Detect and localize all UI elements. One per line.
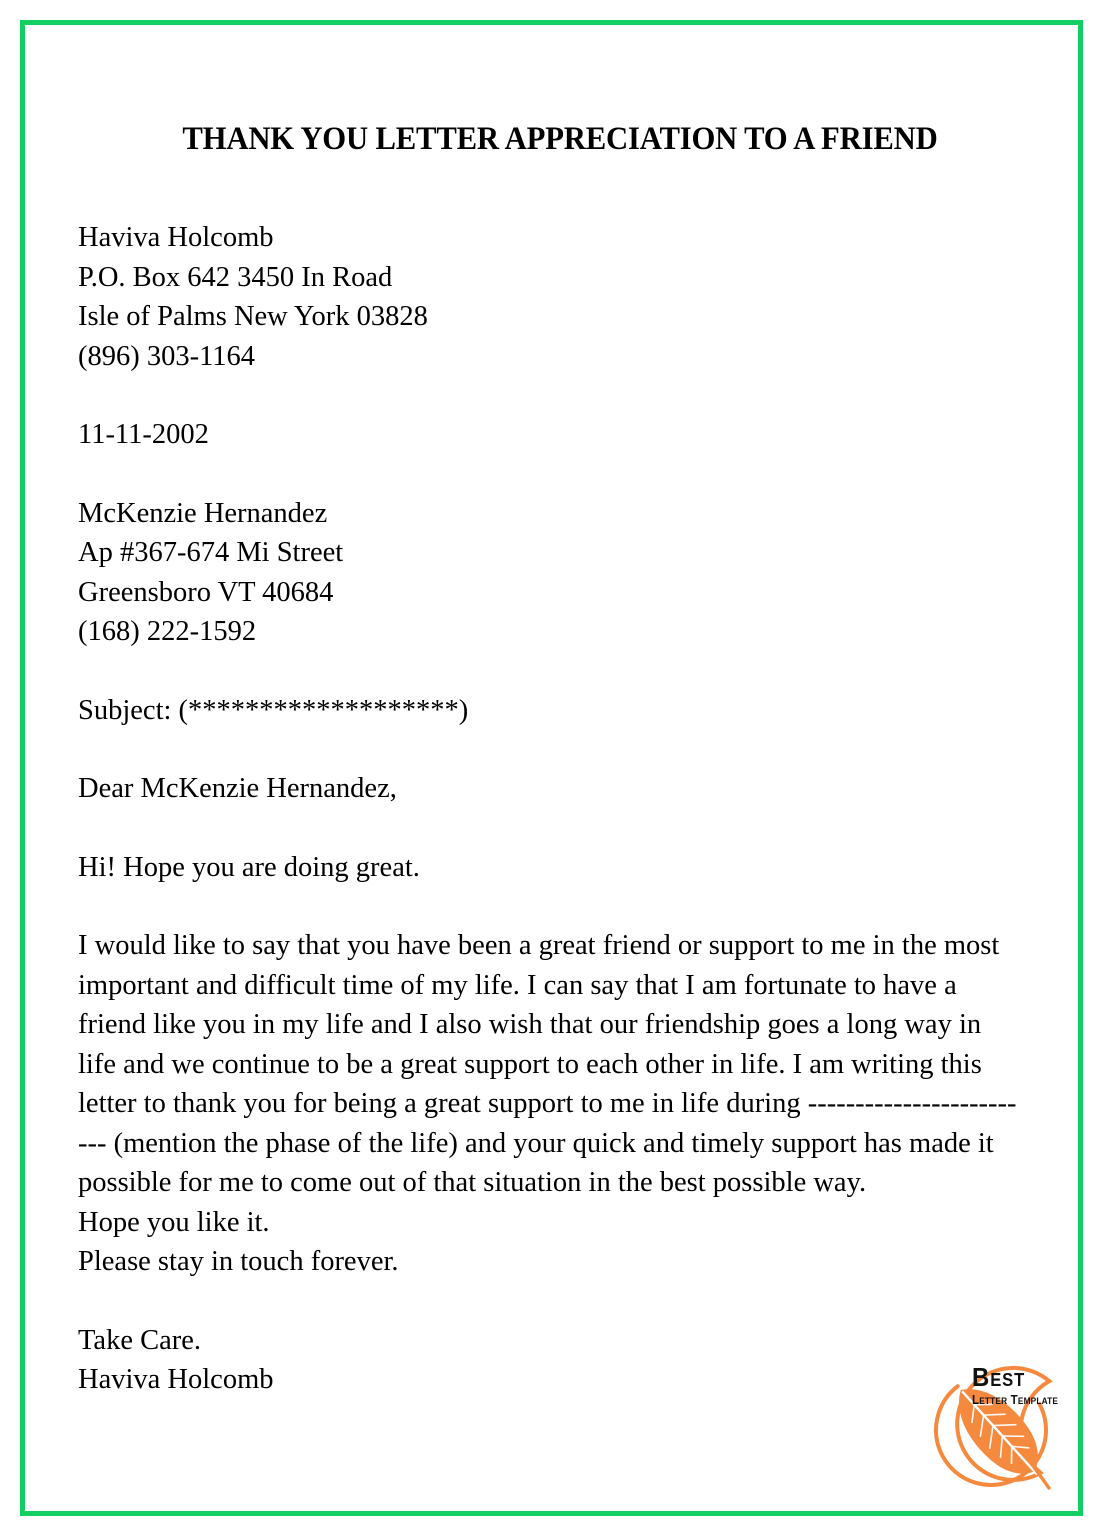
closing-lines-block [78, 1203, 1018, 1282]
salutation-block [78, 769, 1018, 809]
logo-text-group [972, 1364, 1077, 1408]
greeting: Hi! Hope you are doing great. [78, 851, 420, 883]
greeting-block [78, 848, 1018, 888]
sender-city-state-zip: Isle of Palms New York 03828 [78, 301, 428, 332]
sender-address-block [78, 218, 1018, 376]
subject-block [78, 691, 1018, 731]
recipient-city-state-zip: Greensboro VT 40684 [78, 576, 334, 608]
body-paragraph: I would like to say that you have been a great friend or support to me in the most important and difficult time of my life. I can say that I am fortunate to have a friend like you in my life and I also wish that our friendship goes a long way in life and we continue to be a great support to each other in life. I am writing this letter to thank you for being a great support to me in life during ------------------------- (mention the phase of the life) and your quick and timely support has made it possible for me to come out of that situation in the best possible way. [78, 930, 1017, 1198]
sender-name: Haviva Holcomb [78, 222, 274, 253]
recipient-street: Ap #367-674 Mi Street [78, 537, 344, 568]
spacer-after-sender [78, 376, 1018, 415]
spacer-before-signoff [78, 1282, 1018, 1321]
subject-line: Subject: (*******************) [78, 694, 469, 726]
recipient-phone: (168) 222-1592 [78, 616, 257, 647]
spacer-after-salutation [78, 809, 1018, 848]
spacer-after-subject [78, 730, 1018, 769]
sender-phone: (896) 303-1164 [78, 340, 256, 372]
sender-street: P.O. Box 642 3450 In Road [78, 261, 393, 293]
logo-word-letter-template: Letter Template [972, 1393, 1059, 1407]
signature-name: Haviva Holcomb [78, 1364, 274, 1395]
spacer-after-recipient [78, 652, 1018, 691]
signature-block [78, 1321, 1018, 1400]
closing-line-touch: Please stay in touch forever. [78, 1246, 399, 1277]
recipient-name: McKenzie Hernandez [78, 497, 328, 529]
signoff: Take Care. [78, 1324, 202, 1356]
letter-body [78, 218, 1018, 1400]
recipient-address-block [78, 494, 1018, 652]
page-title: THANK YOU LETTER APPRECIATION TO A FRIEND [182, 121, 938, 157]
date-block [78, 415, 1018, 455]
spacer-after-greeting [78, 887, 1018, 926]
logo-word-best: Best [972, 1362, 1026, 1392]
spacer-after-date [78, 455, 1018, 494]
closing-line-hope: Hope you like it. [78, 1206, 270, 1238]
salutation: Dear McKenzie Hernandez, [78, 773, 397, 804]
brand-logo [925, 1338, 1075, 1503]
letter-date: 11-11-2002 [78, 419, 209, 450]
